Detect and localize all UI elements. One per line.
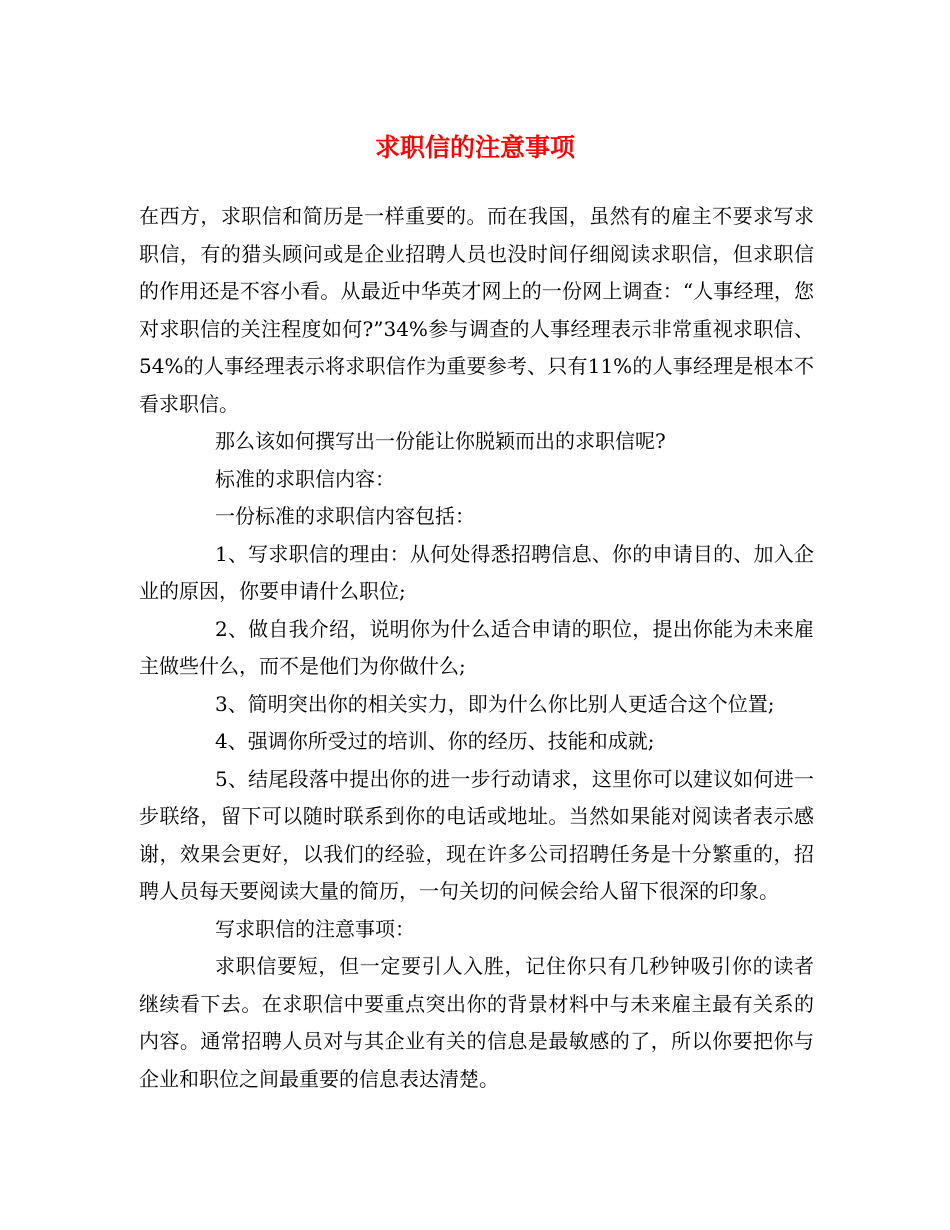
- paragraph-intro: 在西方，求职信和简历是一样重要的。而在我国，虽然有的雇主不要求写求职信，有的猎头顾问或是企业招聘人员也没时间仔细阅读求职信，但求职信的作用还是不容小看。从最近中华英才网上的一份网上调查：“人事经理，您对求职信的关注程度如何?”34%参与调查的人事经理表示非常重视求职信、54%的人事经理表示将求职信作为重要参考、只有11%的人事经理是根本不看求职信。: [139, 204, 814, 416]
- paragraph-heading-standard: 标准的求职信内容：: [215, 466, 395, 491]
- list-item-3: 3、简明突出你的相关实力，即为什么你比别人更适合这个位置;: [215, 691, 775, 716]
- paragraph-question: 那么该如何撰写出一份能让你脱颖而出的求职信呢?: [215, 429, 666, 453]
- list-item-1: 1、写求职信的理由：从何处得悉招聘信息、你的申请目的、加入企业的原因，你要申请什么职位;: [139, 541, 814, 603]
- document-body: [139, 198, 814, 1098]
- paragraph-heading-notes: 写求职信的注意事项：: [215, 916, 415, 941]
- list-item-5: 5、结尾段落中提出你的进一步行动请求，这里你可以建议如何进一步联络，留下可以随时联系到你的电话或地址。当然如果能对阅读者表示感谢，效果会更好，以我们的经验，现在许多公司招聘任务是十分繁重的，招聘人员每天要阅读大量的简历，一句关切的问候会给人留下很深的印象。: [139, 766, 814, 903]
- list-item-2: 2、做自我介绍，说明你为什么适合申请的职位，提出你能为未来雇主做些什么，而不是他们为你做什么;: [139, 616, 814, 678]
- paragraph-notes: 求职信要短，但一定要引人入胜，记住你只有几秒钟吸引你的读者继续看下去。在求职信中要重点突出你的背景材料中与未来雇主最有关系的内容。通常招聘人员对与其企业有关的信息是最敏感的了，所以你要把你与企业和职位之间最重要的信息表达清楚。: [139, 954, 814, 1091]
- list-item-4: 4、强调你所受过的培训、你的经历、技能和成就;: [215, 729, 655, 753]
- paragraph-standard-intro: 一份标准的求职信内容包括：: [215, 504, 475, 528]
- document-title: 求职信的注意事项: [374, 133, 575, 162]
